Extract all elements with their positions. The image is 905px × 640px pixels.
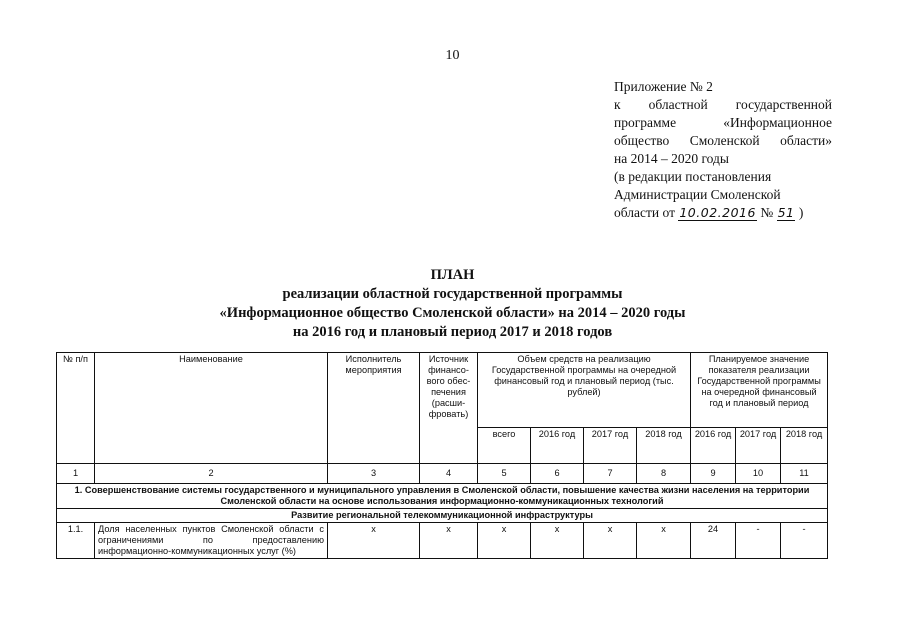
column-number: 4 bbox=[420, 464, 478, 484]
row-name: Доля населенных пунктов Смоленской области с ограничениями по предоставлению информационно-коммуникационных услуг (%) bbox=[95, 523, 328, 559]
plan-table bbox=[56, 352, 828, 559]
column-number: 9 bbox=[691, 464, 736, 484]
row-indicator-2016: 24 bbox=[691, 523, 736, 559]
title-line: на 2016 год и плановый период 2017 и 2018 годов bbox=[292, 324, 613, 340]
appendix-note bbox=[614, 78, 832, 222]
title-line: «Информационное общество Смоленской области» на 2014 – 2020 годы bbox=[219, 305, 686, 321]
column-number: 3 bbox=[328, 464, 420, 484]
handwritten-number: 51 bbox=[777, 205, 795, 220]
row-executor: х bbox=[328, 523, 420, 559]
column-number: 1 bbox=[57, 464, 95, 484]
header-name: Наименование bbox=[95, 353, 328, 464]
appendix-date-line bbox=[614, 204, 832, 222]
column-number: 7 bbox=[584, 464, 637, 484]
appendix-line: Приложение № 2 bbox=[614, 79, 713, 94]
header-total: всего bbox=[478, 428, 531, 464]
header-indicator: Планируемое значение показателя реализации Государственной программы на очередной финансовый год и плановый период bbox=[691, 353, 828, 428]
row-source: х bbox=[420, 523, 478, 559]
header-year: 2017 год bbox=[736, 428, 781, 464]
column-number: 8 bbox=[637, 464, 691, 484]
appendix-line: на 2014 – 2020 годы bbox=[614, 151, 729, 166]
appendix-line: программе «Информационное bbox=[614, 115, 832, 130]
section-heading: 1. Совершенствование системы государственного и муниципального управления в Смоленской области, повышение качества жизни населения на территории Смоленской области на основе использования информационно-коммуникационных технологий bbox=[57, 484, 828, 509]
column-number: 6 bbox=[531, 464, 584, 484]
header-year: 2016 год bbox=[691, 428, 736, 464]
row-value-2016: х bbox=[531, 523, 584, 559]
header-num: № п/п bbox=[57, 353, 95, 464]
appendix-line: общество Смоленской области» bbox=[614, 133, 832, 148]
header-funds: Объем средств на реализацию Государственной программы на очередной финансовый год и плановый период (тыс. рублей) bbox=[478, 353, 691, 428]
subsection-heading: Развитие региональной телекоммуникационной инфраструктуры bbox=[57, 509, 828, 523]
appendix-date-prefix: области от bbox=[614, 205, 675, 220]
header-executor: Исполнитель мероприятия bbox=[328, 353, 420, 464]
header-year: 2016 год bbox=[531, 428, 584, 464]
column-number: 10 bbox=[736, 464, 781, 484]
handwritten-date: 10.02.2016 bbox=[679, 205, 756, 220]
row-num: 1.1. bbox=[57, 523, 95, 559]
header-year: 2018 год bbox=[781, 428, 828, 464]
title-line: реализации областной государственной программы bbox=[282, 286, 623, 302]
row-value-2018: х bbox=[637, 523, 691, 559]
table-row bbox=[57, 523, 828, 559]
title-line: ПЛАН bbox=[430, 267, 475, 283]
document-title bbox=[0, 266, 905, 342]
row-indicator-2018: - bbox=[781, 523, 828, 559]
row-total: х bbox=[478, 523, 531, 559]
closing-paren: ) bbox=[798, 205, 804, 220]
page-number: 10 bbox=[445, 48, 460, 63]
appendix-line: (в редакции постановления bbox=[614, 169, 772, 184]
header-source: Источник финансо-вого обес-печения (расши-фровать) bbox=[420, 353, 478, 464]
number-sign: № bbox=[760, 205, 774, 220]
row-indicator-2017: - bbox=[736, 523, 781, 559]
appendix-line: к областной государственной bbox=[614, 97, 832, 112]
column-number: 2 bbox=[95, 464, 328, 484]
appendix-line: Администрации Смоленской bbox=[614, 187, 781, 202]
column-number: 5 bbox=[478, 464, 531, 484]
header-year: 2018 год bbox=[637, 428, 691, 464]
row-value-2017: х bbox=[584, 523, 637, 559]
column-number: 11 bbox=[781, 464, 828, 484]
column-number-row bbox=[57, 464, 828, 484]
header-year: 2017 год bbox=[584, 428, 637, 464]
